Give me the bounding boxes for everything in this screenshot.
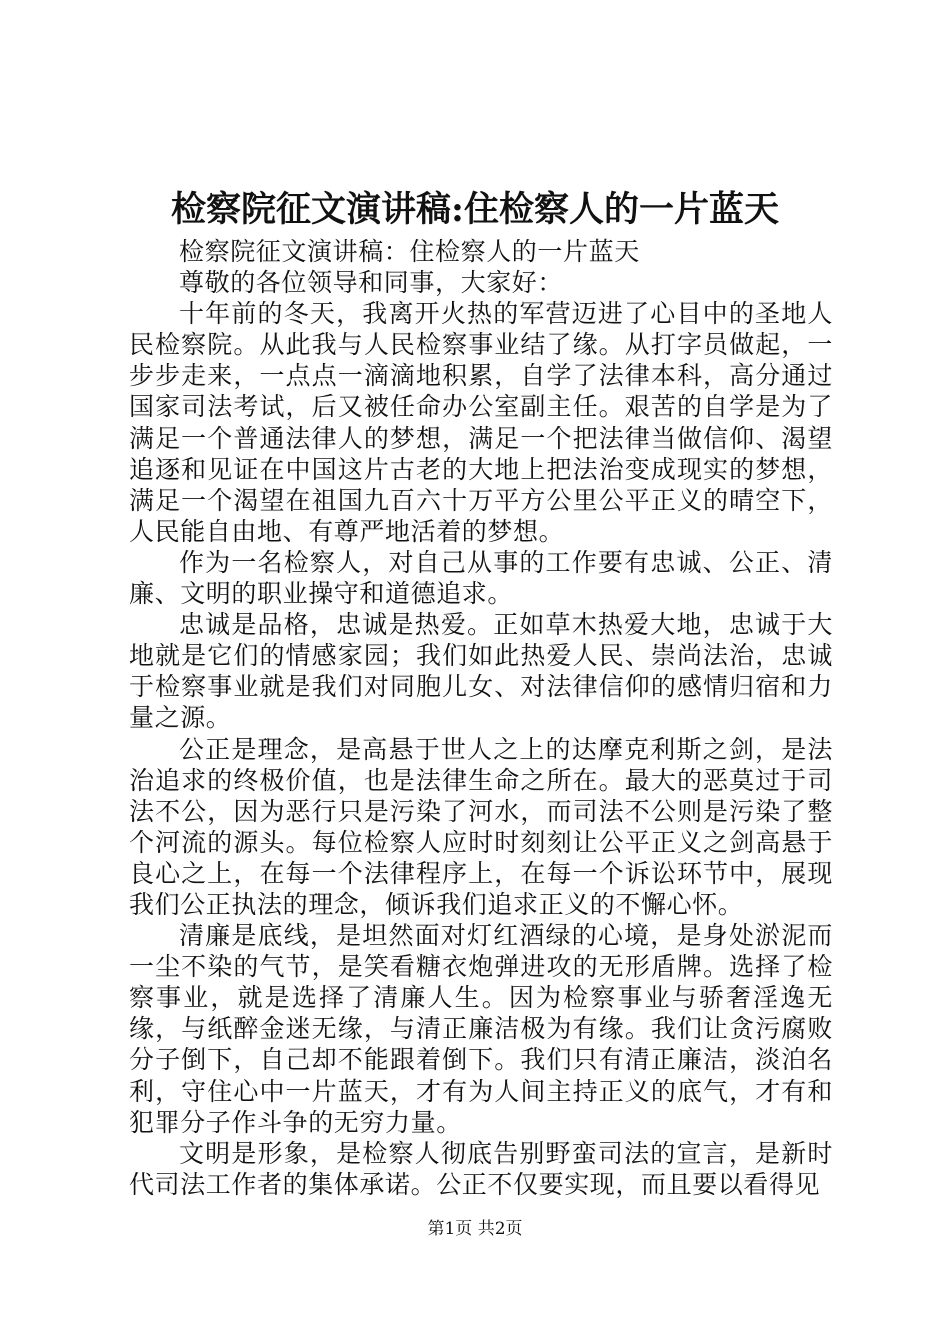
paragraph: 清廉是底线，是坦然面对灯红酒绿的心境，是身处淤泥而一尘不染的气节，是笑看糖衣炮弹进攻的无形盾牌。选择了检察事业，就是选择了清廉人生。因为检察事业与骄奢淫逸无缘，与纸醉金迷无缘，与清正廉洁极为有缘。我们让贪污腐败分子倒下，自己却不能跟着倒下。我们只有清正廉洁，淡泊名利，守住心中一片蓝天，才有为人间主持正义的底气，才有和犯罪分子作斗争的无穷力量。 [129,921,833,1137]
paragraph: 检察院征文演讲稿：住检察人的一片蓝天 [179,237,640,266]
paragraph: 忠诚是品格，忠诚是热爱。正如草木热爱大地，忠诚于大地就是它们的情感家园；我们如此热爱人民、崇尚法治，忠诚于检察事业就是我们对同胞儿女、对法律信仰的感情归宿和力量之源。 [129,610,833,733]
paragraph: 尊敬的各位领导和同事，大家好： [179,268,564,298]
page-title: 检察院征文演讲稿:住检察人的一片蓝天 [171,189,779,230]
paragraph: 作为一名检察人，对自己从事的工作要有忠诚、公正、清廉、文明的职业操守和道德追求。 [129,547,833,609]
paragraph: 公正是理念，是高悬于世人之上的达摩克利斯之剑，是法治追求的终极价值，也是法律生命之所在。最大的恶莫过于司法不公，因为恶行只是污染了河水，而司法不公则是污染了整个河流的源头。每位检察人应时时刻刻让公平正义之剑高悬于良心之上，在每一个法律程序上，在每一个诉讼环节中，展现我们公正执法的理念，倾诉我们追求正义的不懈心怀。 [129,734,833,919]
page-footer: 第1页 共2页 [427,1219,523,1239]
paragraph: 文明是形象，是检察人彻底告别野蛮司法的宣言，是新时代司法工作者的集体承诺。公正不仅要实现，而且要以看得见 [129,1138,833,1199]
document-body [129,236,833,1200]
paragraph: 十年前的冬天，我离开火热的军营迈进了心目中的圣地人民检察院。从此我与人民检察事业结了缘。从打字员做起，一步步走来，一点点一滴滴地积累，自学了法律本科，高分通过国家司法考试，后又被任命办公室副主任。艰苦的自学是为了满足一个普通法律人的梦想，满足一个把法律当做信仰、渴望追逐和见证在中国这片古老的大地上把法治变成现实的梦想，满足一个渴望在祖国九百六十万平方公里公平正义的晴空下，人民能自由地、有尊严地活着的梦想。 [129,299,833,546]
